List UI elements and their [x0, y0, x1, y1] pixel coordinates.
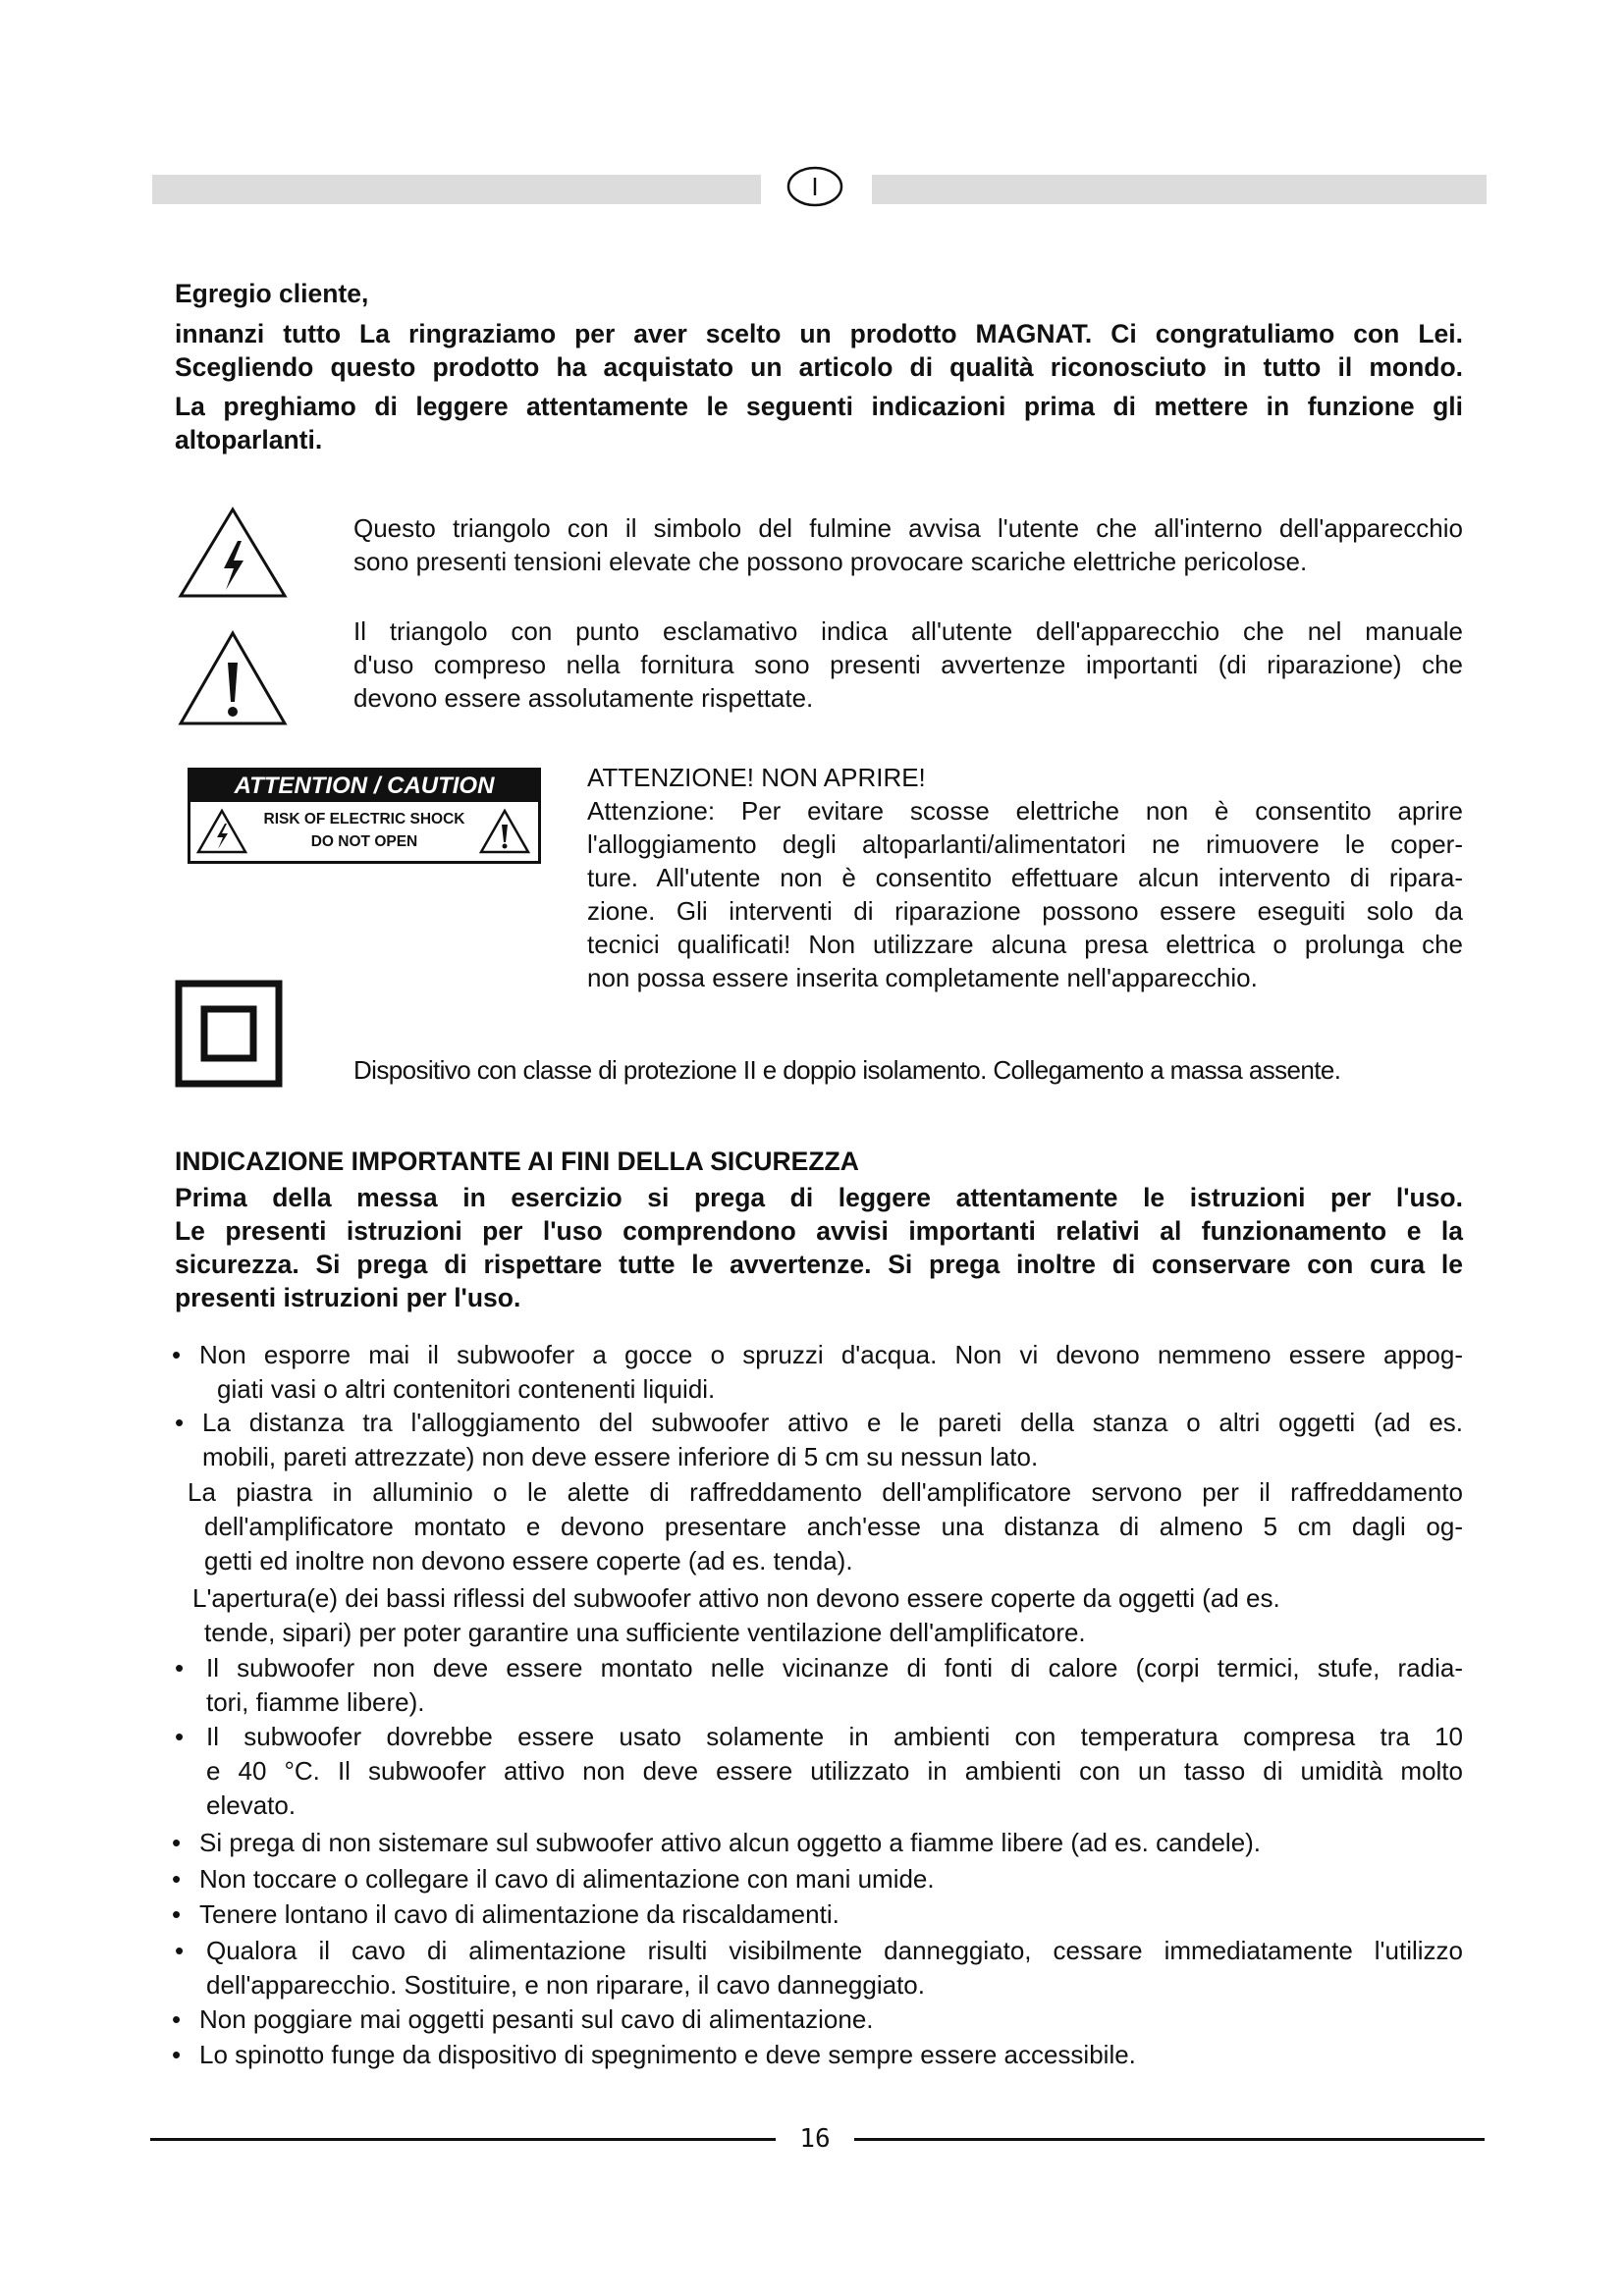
caution-text: [587, 761, 1463, 994]
bullet-dot: •: [172, 1340, 182, 1369]
list-item-line: tori, fiamme libere).: [206, 1687, 425, 1717]
bullet-dot: •: [175, 1653, 185, 1682]
list-item-line: Lo spinotto funge da dispositivo di spegnimento e deve sempre essere accessibile.: [199, 2040, 1136, 2069]
caution-label-line1: RISK OF ELECTRIC SHOCK: [263, 811, 465, 828]
list-item-line: Non poggiare mai oggetti pesanti sul cavo di alimentazione.: [199, 2004, 874, 2034]
intro-line: innanzi tutto La ringraziamo per aver scelto un prodotto MAGNAT. Ci congratuliamo con Lei.: [175, 319, 1463, 348]
caution-label-title: ATTENTION / CAUTION: [190, 771, 538, 802]
bullet-dot: •: [172, 2040, 182, 2069]
bullet-dot: •: [175, 1408, 185, 1437]
list-item-line: tende, sipari) per poter garantire una sufficiente ventilazione dell'amplificatore.: [204, 1618, 1086, 1647]
list-item: [192, 1581, 1463, 1650]
bullet-dot: •: [175, 1722, 185, 1751]
list-item-line: Si prega di non sistemare sul subwoofer attivo alcun oggetto a fiamme libere (ad es. candele).: [199, 1828, 1262, 1857]
language-letter: I: [811, 172, 819, 201]
bullet-dot: •: [175, 1936, 185, 1965]
header-band-left: [152, 175, 761, 204]
safety-intro-line: presenti istruzioni per l'uso.: [175, 1283, 521, 1312]
footer-rule-right: [854, 2138, 1485, 2141]
lightning-line: sono presenti tensioni elevate che possono provocare scariche elettriche pericolose.: [353, 547, 1308, 576]
list-item: [175, 1651, 1463, 1720]
bullet-dot: •: [172, 1828, 182, 1857]
intro-line: Scegliendo questo prodotto ha acquistato un articolo di qualità riconosciuto in tutto il mondo.: [175, 352, 1463, 382]
lightning-line: Questo triangolo con il simbolo del fulmine avvisa l'utente che all'interno dell'apparecchio: [353, 513, 1463, 543]
intro-paragraph: [175, 317, 1463, 456]
class2-text: Dispositivo con classe di protezione II e doppio isolamento. Collegamento a massa assente.: [353, 1055, 1341, 1085]
list-item: [172, 1338, 1463, 1407]
safety-intro-line: Le presenti istruzioni per l'uso comprendono avvisi importanti relativi al funzionamento e la: [175, 1216, 1463, 1246]
list-item-line: L'apertura(e) dei bassi riflessi del subwoofer attivo non devono essere coperte da oggetti (ad es.: [192, 1583, 1280, 1613]
header-band-right: [872, 175, 1487, 204]
list-item-line: e 40 °C. Il subwoofer attivo non deve essere utilizzato in ambienti con un tasso di umidità molto: [206, 1756, 1463, 1786]
bullet-dot: •: [172, 1864, 182, 1894]
caution-line: tecnici qualificati! Non utilizzare alcuna presa elettrica o prolunga che: [587, 930, 1463, 959]
caution-exclamation-triangle-icon: [479, 808, 530, 855]
list-item-line: dell'amplificatore montato e devono presentare anch'esse una distanza di almeno 5 cm dagli og-: [204, 1512, 1463, 1541]
lightning-warning-triangle-icon: [177, 506, 289, 600]
list-item-line: elevato.: [206, 1790, 297, 1820]
caution-line: Attenzione: Per evitare scosse elettriche non è consentito aprire: [587, 796, 1463, 826]
caution-label: [188, 768, 541, 864]
list-item: [172, 1862, 1463, 1896]
intro-line: La preghiamo di leggere attentamente le seguenti indicazioni prima di mettere in funzione gli: [175, 392, 1463, 421]
list-item-line: dell'apparecchio. Sostituire, e non riparare, il cavo danneggiato.: [206, 1970, 925, 2000]
exclamation-symbol-text: [353, 614, 1463, 715]
safety-intro-paragraph: [175, 1181, 1463, 1314]
caution-heading: ATTENZIONE! NON APRIRE!: [587, 763, 926, 792]
list-item: [188, 1475, 1463, 1578]
language-badge: [785, 165, 844, 208]
lightning-symbol-text: [353, 511, 1463, 578]
list-item: [172, 2002, 1463, 2037]
exclamation-warning-triangle-icon: [177, 629, 289, 727]
list-item-line: La distanza tra l'alloggiamento del subwoofer attivo e le pareti della stanza o altri oggetti (ad es.: [202, 1408, 1463, 1437]
list-item-line: La piastra in alluminio o le alette di raffreddamento dell'amplificatore servono per il raffreddamento: [188, 1477, 1463, 1507]
caution-line: ture. All'utente non è consentito effettuare alcun intervento di ripara-: [587, 863, 1463, 892]
safety-title: INDICAZIONE IMPORTANTE AI FINI DELLA SICUREZZA: [175, 1147, 859, 1176]
list-item: [175, 1934, 1463, 2002]
bullet-dot: •: [172, 1899, 182, 1929]
list-item-line: giati vasi o altri contenitori contenenti liquidi.: [217, 1374, 716, 1404]
page-number: 16: [799, 2124, 831, 2154]
list-item-line: Il subwoofer dovrebbe essere usato solamente in ambienti con temperatura compresa tra 10: [206, 1722, 1463, 1751]
list-item: [172, 2038, 1463, 2072]
list-item-line: getti ed inoltre non devono essere coperte (ad es. tenda).: [204, 1546, 853, 1575]
bullet-dot: •: [172, 2004, 182, 2034]
list-item: [172, 1826, 1463, 1860]
double-insulation-square-icon: [175, 980, 283, 1088]
list-item: [172, 1897, 1463, 1932]
exclamation-line: d'uso compreso nella fornitura sono presenti avvertenze importanti (di riparazione) che: [353, 650, 1463, 679]
exclamation-line: Il triangolo con punto esclamativo indica all'utente dell'apparecchio che nel manuale: [353, 616, 1463, 646]
list-item-line: Qualora il cavo di alimentazione risulti visibilmente danneggiato, cessare immediatamente l'utilizzo: [206, 1936, 1463, 1965]
list-item: [175, 1406, 1463, 1474]
list-item-line: Tenere lontano il cavo di alimentazione da riscaldamenti.: [199, 1899, 839, 1929]
safety-intro-line: sicurezza. Si prega di rispettare tutte le avvertenze. Si prega inoltre di conservare con cura le: [175, 1250, 1463, 1279]
caution-line: l'alloggiamento degli altoparlanti/alimentatori ne rimuovere le coper-: [587, 829, 1463, 859]
greeting: Egregio cliente,: [175, 279, 369, 308]
list-item-line: Non toccare o collegare il cavo di alimentazione con mani umide.: [199, 1864, 935, 1894]
caution-label-line2: DO NOT OPEN: [310, 833, 418, 850]
list-item-line: Non esporre mai il subwoofer a gocce o spruzzi d'acqua. Non vi devono nemmeno essere appog-: [199, 1340, 1463, 1369]
list-item-line: Il subwoofer non deve essere montato nelle vicinanze di fonti di calore (corpi termici, stufe, radia-: [206, 1653, 1463, 1682]
caution-line: non possa essere inserita completamente nell'apparecchio.: [587, 963, 1258, 992]
caution-lightning-triangle-icon: [196, 808, 247, 855]
intro-line: altoparlanti.: [175, 425, 323, 454]
footer-rule-left: [150, 2138, 776, 2141]
caution-line: zione. Gli interventi di riparazione possono essere eseguiti solo da: [587, 896, 1463, 926]
exclamation-line: devono essere assolutamente rispettate.: [353, 683, 814, 713]
list-item-line: mobili, pareti attrezzate) non deve essere inferiore di 5 cm su nessun lato.: [202, 1442, 1039, 1471]
list-item: [175, 1720, 1463, 1823]
safety-intro-line: Prima della messa in esercizio si prega di leggere attentamente le istruzioni per l'uso.: [175, 1183, 1463, 1212]
